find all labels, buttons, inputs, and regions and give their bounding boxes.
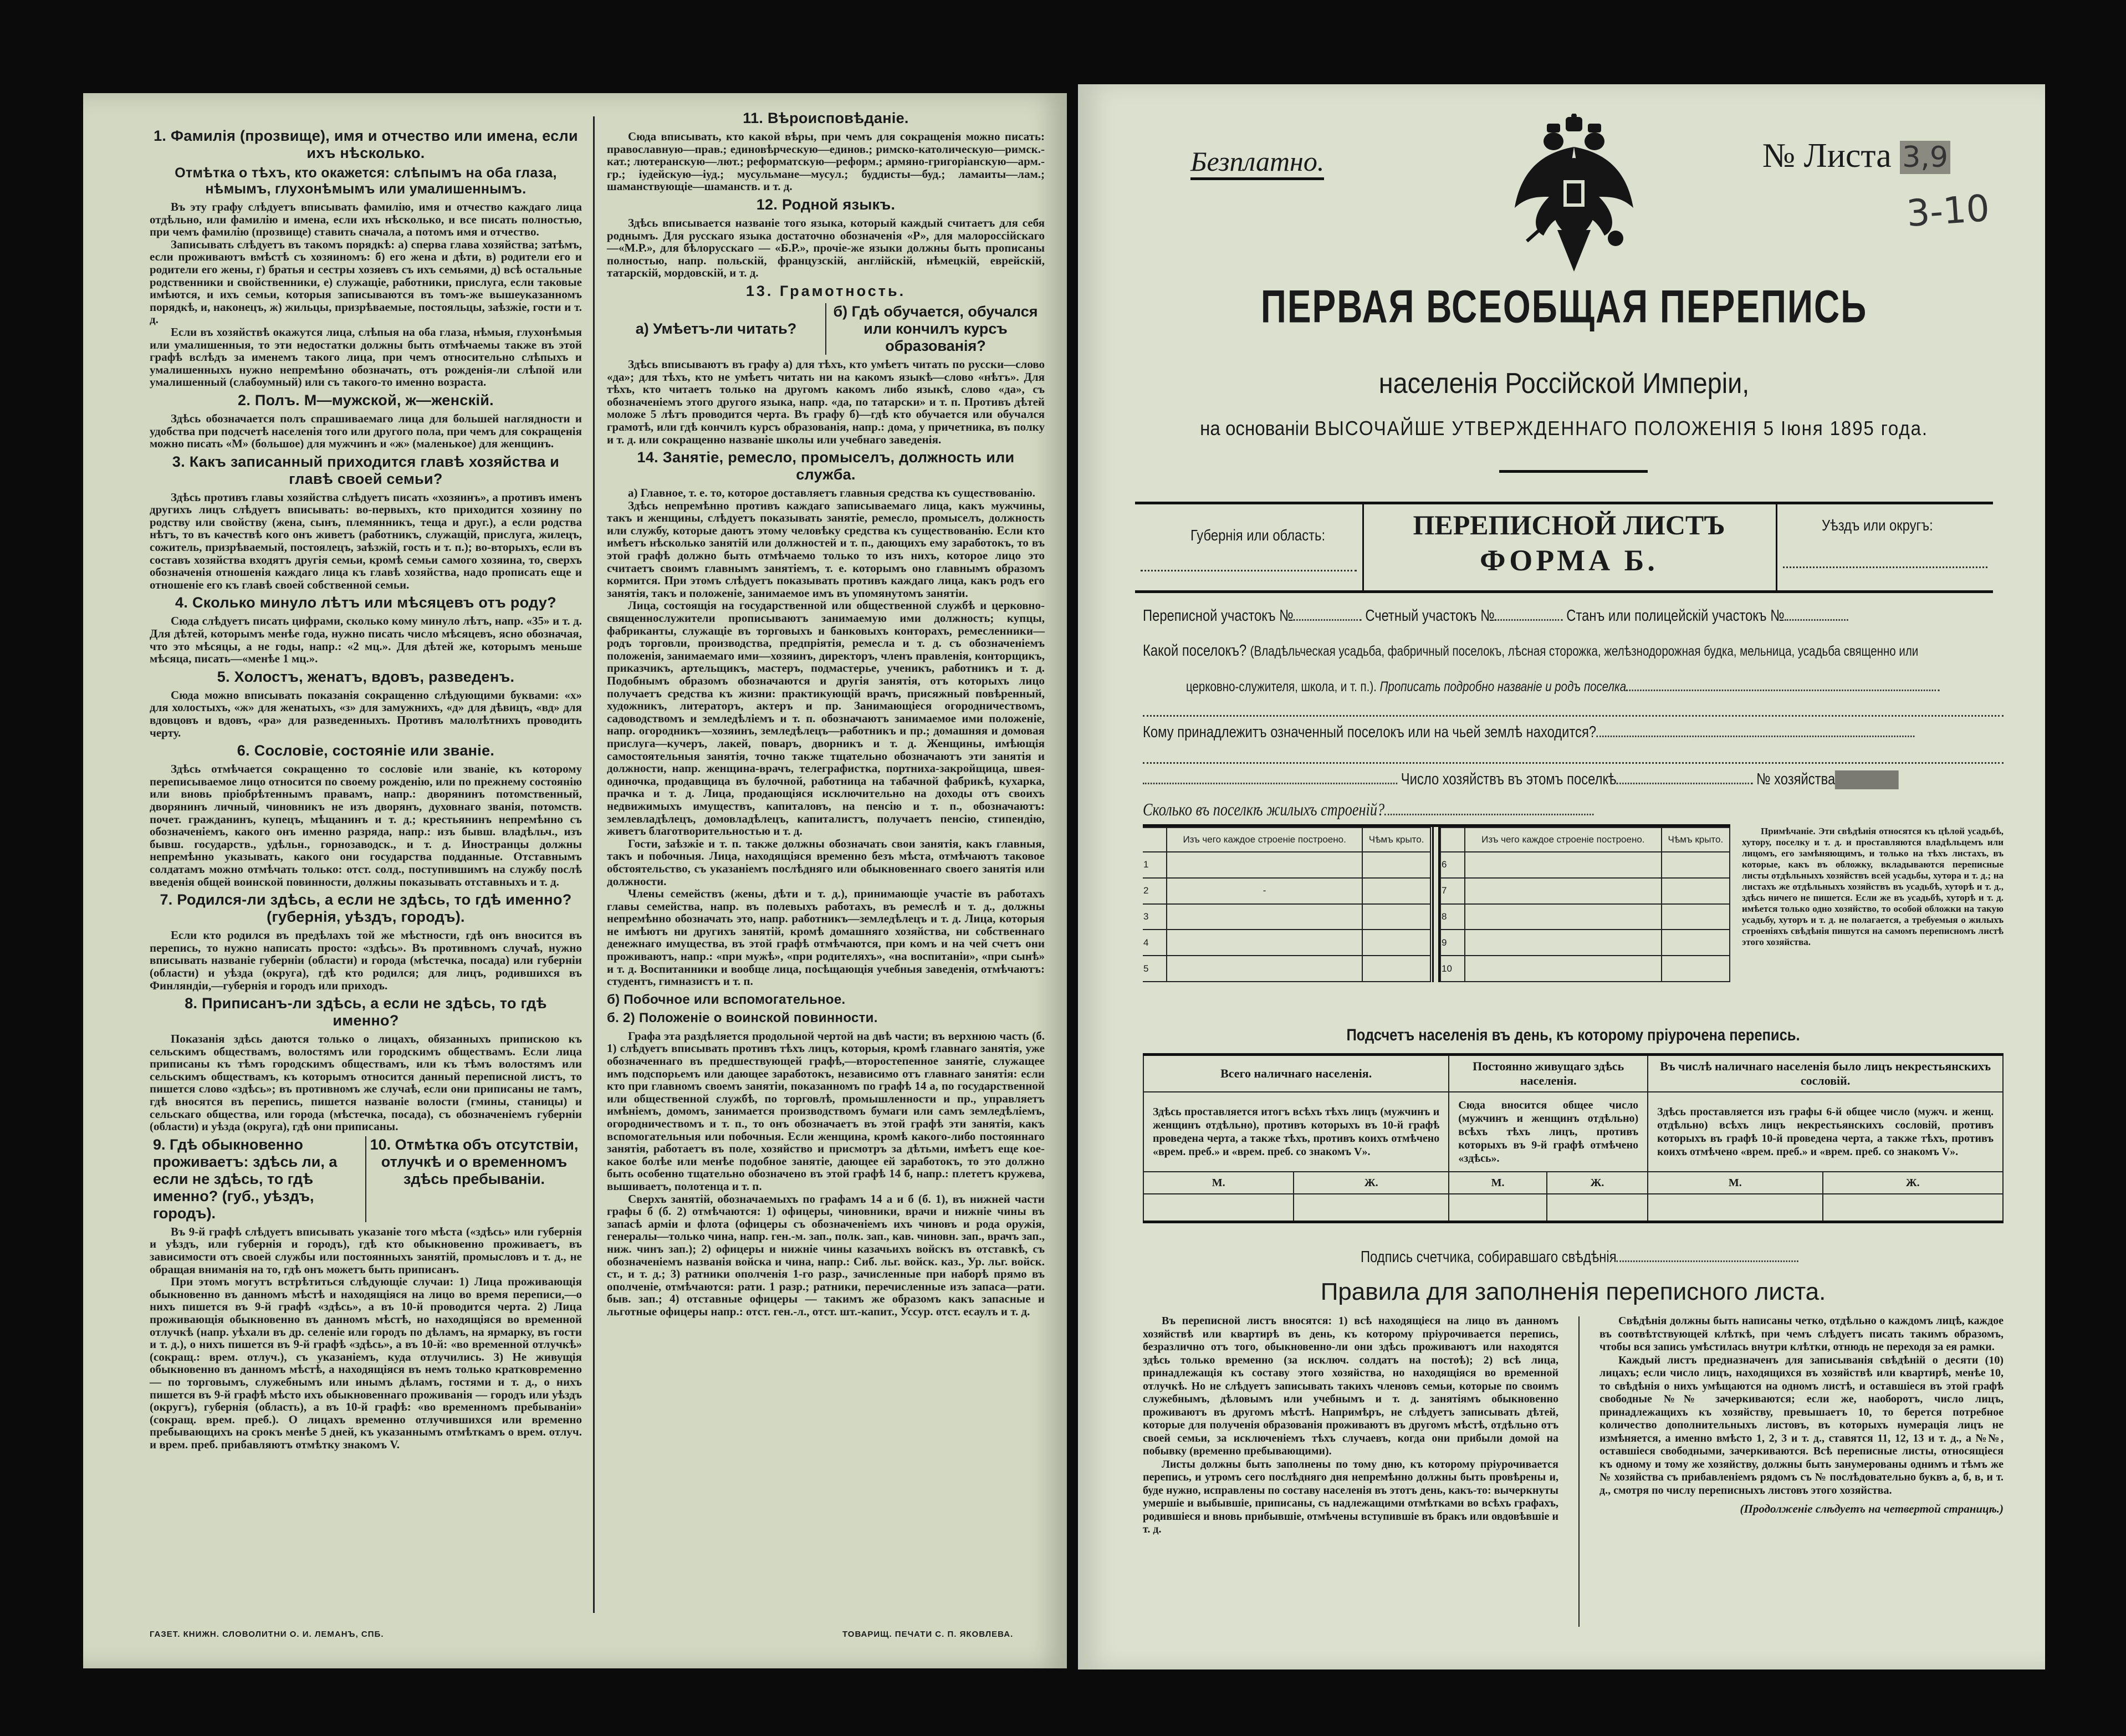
buildings-note [1742,826,2004,948]
section-14b-body [607,1030,1045,1318]
material-cell[interactable] [1465,956,1662,982]
buildings-table-right [1440,827,1730,982]
owner-input-line[interactable] [1143,762,2004,764]
permanent-female-input[interactable] [1547,1194,1648,1222]
roof-cell[interactable] [1362,852,1430,878]
population-count-heading: Подсчетъ населенія въ день, къ которому пріурочена перепись. [1346,1026,1800,1044]
form-header-box [1135,502,1993,593]
household-number-label: № хозяйства [1756,770,1836,788]
owner-row [1143,723,1914,742]
row-number: 7 [1440,878,1465,904]
paragraph: Здѣсь непремѣнно противъ каждаго записываемаго лица, какъ мужчины, такъ и женщины, слѣдуетъ показывать занятіе, ремесло, промыселъ, должность или службу, которые даютъ этому человѣку средства къ существованію. Если кто имѣетъ нѣсколько занятій или должностей и т. п., дающихъ ему заработокъ, то въ этой графѣ должно быть отмѣчаемо только то изъ нихъ, которое лицо это считаетъ своимъ главнымъ занятіемъ, т. е. которымъ оно главнымъ образомъ кормится. При этомъ слѣдуетъ показывать противъ каждаго лица, какъ родъ его занятія, такъ и положеніе, занимаемое имъ въ упомянутомъ занятіи. [607,498,1045,600]
paragraph: Здѣсь противъ главы хозяйства слѣдуетъ писать «хозяинъ», а противъ именъ другихъ лицъ слѣдуетъ вписывать: во-первыхъ, кто приходится хозяину по родству или свойству (жена, сынъ, племянникъ, теща и друг.), а если родства нѣтъ, то въ качествѣ кого онъ живетъ (работникъ, служащій, прислуга, жилецъ, сожитель, призрѣваемый, постоялецъ, заѣзжій, гость и т. п.); во-вторыхъ, если въ составъ хозяйства входятъ другія семьи, кромѣ семьи самого хозяина, то, сверхъ обозначенія отношенія каждаго лица къ главѣ хозяйства, надо прописать еще и отношеніе его къ главѣ своей собственной семьи. [150,490,582,591]
household-line-input[interactable] [1143,783,1397,784]
district-input[interactable] [1783,566,1987,568]
settlement-question: Какой поселокъ? [1143,642,1247,660]
buildings-table-left [1143,827,1431,982]
section-13a-heading: а) Умѣетъ-ли читать? [635,320,797,337]
buildings-question: Сколько въ поселкѣ жилыхъ строеній? [1143,799,1385,819]
legal-basis-decree: ВЫСОЧАЙШЕ УТВЕРЖДЕННАГО ПОЛОЖЕНІЯ 5 Іюня 1895 года. [1314,417,1928,440]
settlement-input-line[interactable] [1143,715,2004,717]
continued-note: (Продолженіе слѣдуетъ на четвертой страницѣ.) [1740,1502,2004,1515]
paragraph: Сверхъ занятій, обозначаемыхъ по графамъ 14 а и б (б. 1), въ нижней части графы б (б. 2) отмѣчаются: 1) офицеры, чиновники, врачи и нижніе чины въ запасѣ арміи и флота (офицеры съ обозначеніемъ ихъ чиновъ и рода оружія, генералы—только чина, напр. ген.-м. зап., полк. зап., кав. чиновн. зап., врачъ зап., ниж. чинъ зап.); 2) офицеры и нижніе чины казачьихъ войскъ въ отставкѣ, съ обозначеніемъ названія войска и чина, напр.: Сиб. льг. войск. каз., Ур. льг. войск. ст., и т. д.; 3) ратники ополченія 1-го разр., зачисленные при наборѣ прямо въ ополченіе, отмѣчаются: рати. 1 разр.; ратники, перечисленные изъ запаса—рати. быв. зап.; 4) отставные офицеры — такимъ же образомъ какъ запасные и льготные офицеры напр.: отст. ген.-л., отст. шт.-капит., Уссур. отст. есаулъ и т. д. [607,1192,1045,1318]
owner-question: Кому принадлежитъ означенный поселокъ или на чьей землѣ находится? [1143,723,1597,741]
section-14b2-heading: б. 2) Положеніе о воинской повинности. [607,1010,878,1025]
instructions-column-1 [150,125,582,1454]
rules-heading: Правила для заполненія переписного листа. [1320,1278,1826,1305]
roof-cell[interactable] [1362,956,1430,982]
section-4-body [150,615,582,665]
household-number-redacted [1835,770,1899,789]
table-double-divider [1432,827,1440,982]
note-text: Примѣчаніе. Эти свѣдѣнія относятся къ цѣлой усадьбѣ, хутору, поселку и т. д. и проставляются владѣльцемъ или лицомъ, его замѣняющимъ, и только на тѣхъ листахъ, въ которые, какъ въ обложку, вкладываются переписные листы отдѣльныхъ хозяйствъ всей усадьбы, хутора и т. д.; на листахъ же отдѣльныхъ хозяйствъ въ усадьбѣ, хуторѣ и т. д., здѣсь ничего не пишется. Если же въ усадьбѣ, хуторѣ и т. д. имѣется только одно хозяйство, то особой обложки на такую усадьбу, хуторъ и т. д. не полагается, а требуемыя о жилыхъ строеніяхъ свѣдѣнія пишутся на самомъ переписномъ листѣ этого хозяйства. [1742,826,2004,947]
sheet-title-cell [1362,504,1776,590]
row-number: 3 [1143,904,1167,930]
female-header: Ж. [1823,1172,2004,1194]
roof-cell[interactable] [1662,930,1730,956]
section-11-heading: 11. Вѣроисповѣданіе. [743,110,909,126]
section-8-body [150,1033,582,1133]
rules-left-column [1143,1315,1558,1536]
household-row [1143,770,1899,789]
total-male-input[interactable] [1143,1194,1294,1222]
section-9-heading: 9. Гдѣ обыкновенно проживаетъ: здѣсь ли, а если не здѣсь, то гдѣ именно? (губ., уѣздъ, городъ). [153,1136,338,1222]
non-peasant-male-input[interactable] [1648,1194,1822,1222]
total-population-description: Здѣсь проставляется итогъ всѣхъ тѣхъ лицъ (мужчинъ и женщинъ отдѣльно), противъ которыхъ въ 10-й графѣ проведена черта, а также тѣхъ, противъ коихъ отмѣчено «врем. преб.» и «врем. преб. со знакомъ V». [1143,1092,1449,1172]
owner-input[interactable] [1596,736,1914,737]
printer-mark-right: ТОВАРИЩ. ПЕЧАТИ С. П. ЯКОВЛЕВА. [842,1630,1014,1639]
section-14-body [607,487,1045,988]
paragraph: Сюда слѣдуетъ писать цифрами, сколько кому минуло лѣтъ, напр. «35» и т. д. Для дѣтей, которымъ менѣе года, нужно писать число мѣсяцевъ, ясно обозначая, что это мѣсяцы, а не годы, напр.: «2 мц.». Для дѣтей же, которымъ меньше мѣсяца, писать—«менѣе 1 мц.». [150,614,582,666]
double-headed-eagle-icon [1510,114,1638,274]
male-header: М. [1449,1172,1547,1194]
paragraph: Сюда можно вписывать показанія сокращенно слѣдующими буквами: «х» для холостыхъ, «ж» для женатыхъ, «з» для замужнихъ, «д» для дѣвицъ, «вд» для вдовцовъ и вдовъ, «ра» для разведенныхъ. Противъ малолѣтнихъ проводить черту. [150,688,582,739]
section-13-subheadings [607,303,1045,355]
section-13b-heading: б) Гдѣ обучается, обучался или кончилъ курсъ образованія? [833,303,1038,354]
roof-header: Чѣмъ крыто. [1362,828,1430,852]
paragraph: Сюда вписывать, кто какой вѣры, при чемъ для сокращенія можно писать: православную—прав.; единовѣрческую—единов.; римско-католическую—римск.-кат.; лютеранскую—лют.; реформатскую—реформ.; армяно-григоріанскую—арм.-гр.; іудейскую—іуд.; мусульмане—мусул.; буддисты—буд.; ламаиты—лам.; шаманствующіе—шаманств. и т. д. [607,130,1045,193]
material-cell[interactable] [1167,852,1362,878]
settlement-hint: (Владѣльческая усадьба, фабричный поселокъ, лѣсная сторожка, желѣзнодорожная будка, мельница, усадьба священно или [1250,644,1919,659]
material-cell[interactable] [1465,852,1662,878]
male-header: М. [1143,1172,1294,1194]
roof-cell[interactable] [1662,956,1730,982]
section-2-heading: 2. Полъ. М—мужской, ж—женскій. [238,391,494,409]
section-5-heading: 5. Холостъ, женатъ, вдовъ, разведенъ. [217,668,515,685]
section-7-body [150,929,582,992]
census-area-label: Переписной участокъ № [1143,607,1294,625]
section-4-heading: 4. Сколько минуло лѣтъ или мѣсяцевъ отъ роду? [175,594,556,611]
roof-header: Чѣмъ крыто. [1662,828,1730,852]
free-of-charge-label: Безплатно. [1190,145,1324,180]
buildings-row [1143,798,1593,820]
area-fields-row [1143,607,1848,625]
paragraph: Листы должны быть заполнены по тому дню, къ которому пріурочивается перепись, и утромъ сего послѣдняго дня непремѣнно должны быть провѣрены и, буде нужно, исправлены по составу населенія въ этотъ день, какъ-то: вычеркнуты умершіе и выбывшіе, приписаны, съ надлежащими отмѣтками во всѣхъ графахъ, родившіеся и вновь прибывшіе, отмѣчены вступившіе въ бракъ или овдовѣвшіе и т. д. [1143,1458,1558,1535]
paragraph: Здѣсь вписываютъ въ графу а) для тѣхъ, кто умѣетъ читать по русски—слово «да»; для тѣхъ, кто не умѣетъ читать ни на какомъ языкѣ—слово «нѣтъ». Для тѣхъ, кто читаетъ только на другомъ какомъ либо языкѣ, слово «да», съ обозначеніемъ этого другого языка, напр. «да, по татарски» и т. п. Противъ дѣтей моложе 5 лѣтъ проводится черта. Въ графу б)—гдѣ кто обучается или обучался грамотѣ, или гдѣ кончилъ курсъ образованія, напр.: дома, у причетника, въ полку и т. д. или сокращенно названіе школы или учебнаго заведенія. [607,357,1045,446]
paragraph: Гости, заѣзжіе и т. п. также должны обозначать свои занятія, какъ главныя, такъ и побочныя. Лица, находящіяся временно безъ мѣста, отмѣчаютъ таковое обстоятельство, съ указаніемъ послѣдняго или обыкновеннаго своего занятія или должности. [607,836,1045,888]
police-area-input[interactable] [1785,619,1848,621]
non-peasant-population-description: Здѣсь проставляется изъ графы 6-й общее число (мужч. и женщ. отдѣльно) всѣхъ лицъ некрестьянскихъ сословій, противъ которыхъ въ графѣ 10-й проведена черта, а также тѣхъ, противъ коихъ отмѣчено «врем. преб.» и «врем. преб. со знакомъ V». [1648,1092,2003,1172]
signature-label: Подпись счетчика, собиравшаго свѣдѣнія [1361,1248,1617,1266]
row-number: 9 [1440,930,1465,956]
material-cell[interactable] [1465,930,1662,956]
settlement-row-2 [1186,679,1940,695]
permanent-population-header: Постоянно живущаго здѣсь населенія. [1449,1055,1648,1092]
buildings-input[interactable] [1384,814,1593,815]
district-label: Уѣздъ или округъ: [1822,517,1933,534]
count-area-input[interactable] [1495,619,1563,621]
section-7-heading: 7. Родился-ли здѣсь, а если не здѣсь, то гдѣ именно? (губернія, уѣздъ, городъ). [160,891,572,926]
signature-input[interactable] [1617,1260,1798,1262]
row-number-header [1440,828,1465,852]
police-area-label: Станъ или полицейскій участокъ № [1566,607,1785,625]
paragraph: Записывать слѣдуетъ въ такомъ порядкѣ: а) сперва глава хозяйства; затѣмъ, если проживаютъ вмѣстѣ съ хозяиномъ: б) его жена и дѣти, в) родители его и родители его жены, г) братья и сестры хозяевъ съ ихъ семьями, д) всѣ остальные родственники и свойственники, е) служащіе, работники, прислуга, если таковые имѣются, и ихъ семьи, которыя записываются въ томъ-же вышеуказанномъ порядкѣ, и, наконецъ, ж) жильцы, призрѣваемые, постояльцы, заѣзжіе, гости и т. д. [150,237,582,326]
section-13-body [607,358,1045,446]
section-12-heading: 12. Родной языкъ. [756,196,896,213]
row-number: 6 [1440,852,1465,878]
row-number-header [1143,828,1167,852]
row-number: 1 [1143,852,1167,878]
paragraph: Каждый листъ предназначенъ для записыванія свѣдѣній о десяти (10) лицахъ; если число лицъ, находящихся въ хозяйствѣ или квартирѣ, менѣе 10, то свѣдѣнія о нихъ умѣщаются на одномъ листѣ, и оставшіеся въ этой графѣ свободные №№ зачеркиваются; если же, наоборотъ, число лицъ, принадлежащихъ къ хозяйству, превышаетъ 10, то берется потребное количество дополнительныхъ листовъ, въ которыхъ нумерація лицъ не измѣняется, а именно вмѣсто 1, 2, 3 и т. д., ставятся 11, 12, 13 и т. д., а №№, оставшіеся свободными, зачеркиваются. Всѣ переписные листы, относящіеся къ одному и тому же хозяйству, должны быть занумерованы однимъ и тѣмъ же № хозяйства съ прибавленіемъ рядомъ съ № послѣдовательно буквъ а, б, в, и т. д., смотря по числу переписныхъ листовъ этого хозяйства. [1599,1354,2004,1497]
material-cell[interactable] [1465,904,1662,930]
material-cell[interactable] [1167,956,1362,982]
paragraph: а) Главное, т. е. то, которое доставляетъ главныя средства къ существованію. [628,486,1035,500]
section-1-heading: 1. Фамилія (прозвище), имя и отчество или имена, если ихъ нѣсколько. [154,127,578,161]
sheet-number [1762,136,1950,177]
section-13-heading: 13. Грамотность. [745,282,906,299]
material-cell[interactable] [1167,904,1362,930]
province-label: Губернія или область: [1190,527,1326,544]
legal-basis-line [1169,417,1959,440]
form-label: ФОРМА Б. [1480,544,1658,577]
paragraph: Если въ хозяйствѣ окажутся лица, слѣпыя на оба глаза, нѣмыя, глухонѣмыя или умалишенныя, то эти недостатки должны быть отмѣчаемы также въ этой графѣ вслѣдъ за именемъ такого лица, при чемъ относительно слѣпыхъ и умалишенныхъ нужно непремѣнно обозначать, отъ рожденія-ли слѣпой или умалишенный (слабоумный) или съ такого-то именно возраста. [150,325,582,389]
total-female-input[interactable] [1294,1194,1449,1222]
census-area-input[interactable] [1294,619,1362,621]
households-count-label: Число хозяйствъ въ этомъ поселкѣ [1401,770,1617,788]
section-9-10-headings [150,1136,582,1222]
material-header: Изъ чего каждое строеніе построено. [1167,828,1362,852]
settlement-row [1143,642,1918,660]
roof-cell[interactable] [1662,904,1730,930]
section-12-body [607,217,1045,279]
sheet-number-value: 3,9 [1900,141,1950,174]
material-cell[interactable]: - [1167,878,1362,904]
section-5-body [150,689,582,739]
paragraph: Въ переписной листъ вносятся: 1) всѣ находящіеся на лицо въ данномъ хозяйствѣ или квартирѣ въ день, къ которому пріурочивается перепись, безразлично отъ того, обыкновенно-ли они здѣсь проживаютъ или находятся здѣсь только временно (за исключ. солдатъ на постоѣ); 2) всѣ лица, принадлежащія къ составу этого хозяйства, но находящіяся во временной отлучкѣ. Но не слѣдуетъ записывать такихъ членовъ семьи, которые по своимъ служебнымъ, дѣловымъ или учебнымъ и т. д. занятіямъ обыкновенно проживаютъ въ другомъ мѣстѣ. Напримѣръ, не слѣдуетъ записывать дѣтей, которые для полученія образованія проживаютъ въ другомъ мѣстѣ, отдѣльно отъ своей семьи, за исключеніемъ тѣхъ случаевъ, когда они прибыли домой на побывку (временно пребывающими). [1143,1315,1558,1457]
count-area-label: Счетный участокъ № [1365,607,1495,625]
paragraph: Здѣсь обозначается полъ спрашиваемаго лица для большей наглядности и удобства при подсчетѣ населенія того или другого пола, при чемъ для сокращенія можно писать «М» (большое) для мужчинъ и «ж» (маленькое) для женщинъ. [150,411,582,451]
material-cell[interactable] [1465,878,1662,904]
material-header: Изъ чего каждое строеніе построено. [1465,828,1662,852]
female-header: Ж. [1547,1172,1648,1194]
section-1-subheading: Отмѣтка о тѣхъ, кто окажется: слѣпымъ на оба глаза, нѣмымъ, глухонѣмымъ или умалишеннымъ. [175,165,557,197]
material-cell[interactable] [1167,930,1362,956]
buildings-table [1143,824,1730,985]
non-peasant-population-header: Въ числѣ наличнаго населенія было лицъ некрестьянскихъ сословій. [1648,1055,2003,1092]
settlement-input[interactable] [1626,690,1940,691]
section-3-body [150,491,582,591]
signature-row [1361,1248,1798,1267]
section-14-heading: 14. Занятіе, ремесло, промыселъ, должность или служба. [637,449,1015,483]
section-3-heading: 3. Какъ записанный приходится главѣ хозяйства и главѣ своей семьи? [172,453,560,487]
column-divider [593,116,595,1613]
roof-cell[interactable] [1362,904,1430,930]
paragraph: Члены семействъ (жены, дѣти и т. д.), принимающіе участіе въ работахъ главы семейства, напр. въ полевыхъ работахъ, въ ремеслѣ и т. д., должны непремѣнно обозначать это, напр. работникъ—земледѣлецъ и т. д. Лица, которыя не имѣютъ ни другихъ занятій, кромѣ домашняго хозяйства, ни собственнаго денежнаго имущества, въ этой графѣ отмѣчаются, при комъ и на чей счетъ они проживаютъ, напр.: «при мужѣ», «при родителяхъ», «на воспитаніи», «при сынѣ» и т. д. Воспитанники и вообще лица, посѣщающія учебныя заведенія, отмѣчаютъ: студентъ, гимназистъ и т. п. [607,887,1045,988]
total-population-header: Всего наличнаго населенія. [1143,1055,1449,1092]
roof-cell[interactable] [1362,930,1430,956]
paragraph: Въ 9-й графѣ слѣдуетъ вписывать указаніе того мѣста («здѣсь» или губернія и уѣздъ, или губернія и городъ), гдѣ кто обыкновенно проживаетъ, въ зависимости отъ своей службы или постоянныхъ занятій, промысловъ и т. д., не обращая вниманія на то, гдѣ онъ можетъ быть приписанъ. [150,1224,582,1276]
roof-cell[interactable] [1662,878,1730,904]
permanent-population-description: Сюда вносится общее число (мужчинъ и женщинъ отдѣльно) всѣхъ тѣхъ лицъ, противъ которыхъ въ 9-й графѣ отмѣчено «здѣсь». [1449,1092,1648,1172]
paragraph: Свѣдѣнія должны быть написаны четко, отдѣльно о каждомъ лицѣ, каждое въ соотвѣтствующей клѣткѣ, при чемъ слѣдуетъ писать такимъ образомъ, чтобы вся запись умѣстилась внутри клѣтки, отнюдь не переходя за ея рамки. [1599,1315,2004,1353]
row-number: 5 [1143,956,1167,982]
row-number: 10 [1440,956,1465,982]
section-11-body [607,130,1045,193]
section-14b-heading: б) Побочное или вспомогательное. [607,992,846,1007]
male-header: М. [1648,1172,1822,1194]
row-number: 8 [1440,904,1465,930]
instructions-column-2 [607,108,1045,1321]
district-cell [1776,504,1993,590]
province-cell [1135,504,1364,590]
section-6-heading: 6. Сословіе, состояніе или званіе. [237,742,495,759]
handwritten-annotation: 3-10 [1905,186,1991,236]
printer-mark-left: ГАЗЕТ. КНИЖН. СЛОВОЛИТНИ О. И. ЛЕМАНЪ, СПБ. [150,1630,384,1639]
paragraph: Если кто родился въ предѣлахъ той же мѣстности, гдѣ онъ вносится въ перепись, то нужно написать просто: «здѣсь». Въ противномъ случаѣ, нужно вписывать названіе губерніи (области) и города (мѣстечка, посада) или губерніи (области) и уѣзда (округа), гдѣ кто родился; для лицъ, родившихся въ Финляндіи,—губернія и городъ или приходъ. [150,928,582,992]
paragraph: Лица, состоящія на государственной или общественной службѣ и церковно-священнослужители прописываютъ занимаемую ими должность; купцы, фабриканты, служащіе въ торговыхъ и банковыхъ конторахъ, ремесленники—родъ торговли, производства, предпріятія, ремесла и т. д. съ обозначеніемъ положенія, занимаемаго ими—хозяинъ, директоръ, членъ правленія, конторщикъ, приказчикъ, артельщикъ, мастеръ, подмастерье, ученикъ, работникъ и т. д. Подобнымъ образомъ обозначаются и другія занятія, отъ которыхъ лицо получаетъ средства къ жизни: практикующій врачъ, присяжный повѣренный, художникъ, литераторъ, актеръ и пр. Занимающіеся огородничествомъ, садоводствомъ и земледѣліемъ и т. п. обозначаютъ занимаемое ими положеніе, напр. огородникъ—хозяинъ, земледѣлецъ—работникъ и пр.; домашняя и домовая прислуга—кучеръ, лакей, поваръ, дворникъ и т. д. Женщины, имѣющія самостоятельныя занятія, точно также тщательно обозначаютъ эти занятія и должности, напр. женщина-врачъ, телеграфистка, портниха-закройщица, швея-одиночка, продавщица въ булочной, работница на табачной фабрикѣ, кухарка, прачка и т. д. Лица, продающіяся исключительно на доходы отъ своихъ недвижимыхъ имуществъ, капиталовъ, на пенсію и т. п., обозначаютъ: землевладѣлецъ, домовладѣлецъ, капиталистъ, получаетъ пенсію, стипендію, живетъ благотворительностью и т. д. [607,599,1045,838]
rules-right-column [1599,1315,2004,1516]
paragraph: Здѣсь вписывается названіе того языка, который каждый считаетъ для себя роднымъ. Для русскаго языка достаточно обозначенія «Р», для малороссійскаго—«М.Р.», для бѣлорусскаго — «Б.Р.», прочіе-же языки должны быть прописаны полностью, напр. польскій, французскій, англійскій, нѣмецкій, еврейскій, татарскій, мордовскій, и т. д. [607,216,1045,280]
roof-cell[interactable] [1362,878,1430,904]
section-6-body [150,763,582,888]
paragraph: Въ эту графу слѣдуетъ вписывать фамилію, имя и отчество каждаго лица отдѣльно, или фамилію и имена, если ихъ нѣсколько, и все писать полностью, при чемъ фамилію (прозвище) ставить сначала, а потомъ имя и отчество. [150,200,582,239]
row-number: 2 [1143,878,1167,904]
rules-column-divider [1578,1316,1580,1627]
paragraph: Показанія здѣсь даются только о лицахъ, обязанныхъ припискою къ сельскимъ обществамъ, волостямъ или городскимъ обществамъ. Если лица приписаны къ тѣмъ городскимъ обществамъ, или къ тѣмъ волостямъ или сельскимъ обществамъ, къ которымъ относится данный переписной листъ, то пишется слово «здѣсь»; въ противномъ же случаѣ, если они приписаны не тамъ, гдѣ вносятся въ перепись, пишется названіе волости (гмины, станицы) и сельскаго общества, или города (мѣстечка, посада), съ обозначеніемъ губерніи (области) и уѣзда (округа), гдѣ они приписаны. [150,1032,582,1133]
legal-basis-prefix: на основаніи [1200,417,1310,440]
section-2-body [150,412,582,450]
female-header: Ж. [1294,1172,1449,1194]
document-subtitle: населенія Россійской Имперіи, [1378,367,1750,400]
paragraph: Здѣсь отмѣчается сокращенно то сословіе или званіе, къ которому переписываемое лицо относится по своему рожденію, или по прежнему состоянію или вновь пріобрѣтеннымъ правамъ, напр.: дворянинъ потомственный, дворянинъ личный, чиновникъ не изъ дворянъ, духовнаго званія, потомств. почет. гражданинъ, купецъ, мѣщанинъ и т. д.; крестьянинъ непремѣнно съ обозначеніемъ, какого онъ именно разряда, напр.: изъ бывш. владѣльч., изъ бывш. государств., удѣльн., горнозаводск., и т. д. Иностранцы должны непремѣнно указывать, какого они государства подданные. Отставнымъ солдатамъ можно отмѣчать только: отст. солд., поступившимъ на службу послѣ введенія общей воинской повинности, должны показывать отставныхъ и т. д. [150,762,582,889]
row-number: 4 [1143,930,1167,956]
section-8-heading: 8. Приписанъ-ли здѣсь, а если не здѣсь, то гдѣ именно? [185,995,547,1029]
document-title: ПЕРВАЯ ВСЕОБЩАЯ ПЕРЕПИСЬ [1260,280,1868,333]
paragraph: Графа эта раздѣляется продольной чертой на двѣ части; въ верхнюю часть (б. 1) слѣдуетъ вписывать противъ тѣхъ лицъ, которыя, кромѣ главнаго занятія, уже обозначеннаго въ предшествующей графѣ,—второстепенное занятіе, служащее имъ подспорьемъ или дающее заработокъ, независимо отъ главнаго занятія: если кто при главномъ своемъ занятіи, показанномъ по графѣ 14 а, по государственной или общественной службѣ, по торговлѣ, промышленности и пр., управляетъ имѣніемъ, домомъ, занимается производствомъ бумаги или самъ земледѣліемъ, огородничествомъ и т. п., то онъ обозначаетъ въ этой графѣ эти занятія, какъ вспомогательныя или побочныя. Если женщина, кромѣ какого-либо постояннаго занятія, работаетъ въ поле, хозяйство и присмотръ за дѣтьми, имѣетъ еще кое-какое болѣе или менѣе подобное занятіе, дающее ей заработокъ, то это должно быть особенно тщательно обозначено въ этой графѣ 14 б, напр.: плететъ кружева, вышиваетъ, полотенца и т. п. [607,1029,1045,1193]
title-rule [1499,470,1648,473]
roof-cell[interactable] [1662,852,1730,878]
paragraph: При этомъ могутъ встрѣтиться слѣдующіе случаи: 1) Лица проживающія обыкновенно въ данномъ мѣстѣ и находящіяся на лицо во время переписи,—о нихъ пишется въ 9-й графѣ «здѣсь», а въ 10-й проводится черта. 2) Лица проживающія обыкновенно въ данномъ мѣстѣ, но находящіяся во временной отлучкѣ (напр. уѣхали въ др. селеніе или городъ по дѣламъ, на ярмарку, въ гости и т. д.), о нихъ пишется въ 9-й графѣ «здѣсь», а въ 10-й: «во временной отлучкѣ» (сокращ.: врем. отлуч.), съ указаніемъ, куда отлучились. 3) Не живущія обыкновенно въ данномъ мѣстѣ, а находящіяся въ немъ только кратковременно — по торговымъ, служебнымъ или инымъ дѣламъ, гостями и т. д., о нихъ пишется въ 9-й графѣ мѣсто ихъ обыкновеннаго проживанія — городъ или уѣздъ (округъ), губернія (область), а въ 10-й графѣ: «во временномъ пребываніи» (сокращ. врем. преб.). О лицахъ временно отлучившихся или временно пребывающихъ на срокъ менѣе 5 дней, къ указаннымъ отмѣткамъ о врем. отлуч. и врем. преб. прибавляютъ отмѣтку знакомъ V. [150,1275,582,1451]
section-9-body [150,1226,582,1451]
permanent-male-input[interactable] [1449,1194,1547,1222]
population-table [1143,1053,2004,1223]
settlement-hint-2: церковно-служителя, школа, и т. п.). [1186,679,1377,695]
section-10-heading: 10. Отмѣтка объ отсутствіи, отлучкѣ и о временномъ здѣсь пребываніи. [370,1136,579,1187]
sheet-title: ПЕРЕПИСНОЙ ЛИСТЪ [1413,509,1725,540]
households-count-input[interactable] [1616,783,1752,784]
settlement-instruction: Прописать подробно названіе и родъ поселка [1379,679,1627,695]
province-input[interactable] [1141,570,1357,571]
sheet-number-label: № Листа [1762,137,1892,175]
non-peasant-female-input[interactable] [1823,1194,2004,1222]
section-1-body [150,201,582,389]
